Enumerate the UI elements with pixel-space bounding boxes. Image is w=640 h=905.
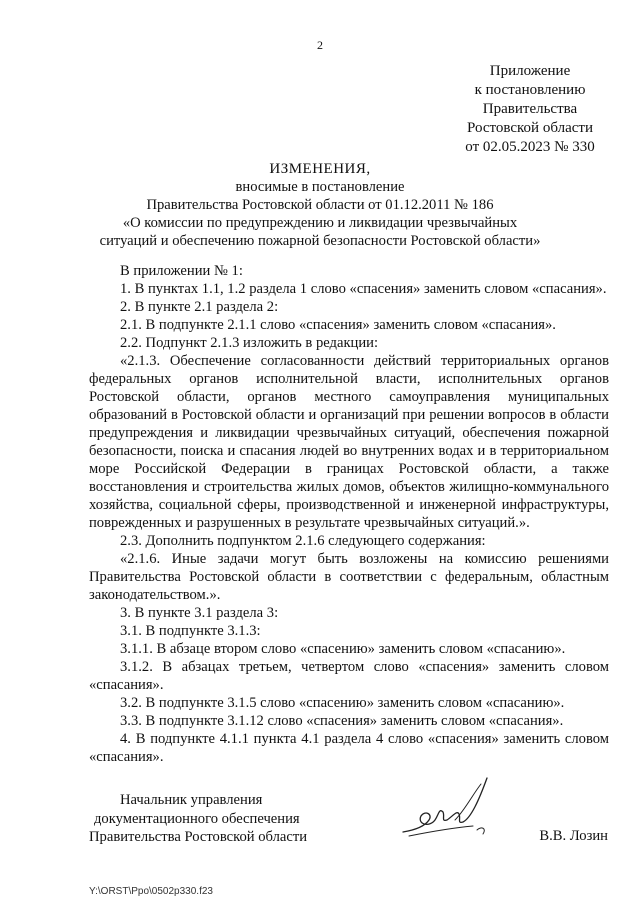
file-path: Y:\ORST\Ppo\0502p330.f23 [89,886,213,897]
paragraph: 3.3. В подпункте 3.1.12 слово «спасения» заменить словом «спасания». [120,713,564,729]
title-line: Правительства Ростовской области от 01.12.2011 № 186 [146,197,494,213]
appendix-date-number: от 02.05.2023 № 330 [465,139,595,155]
document-body [89,262,609,766]
page-number: 2 [317,38,323,52]
paragraph: В приложении № 1: [120,263,243,279]
title-line: ситуаций и обеспечению пожарной безопасности Ростовской области» [99,233,541,249]
appendix-line: Ростовской области [467,120,593,136]
document-title [0,160,640,250]
title-line: вносимые в постановление [235,179,405,195]
appendix-line: Правительства [482,101,578,117]
paragraph: 3.1.2. В абзацах третьем, четвертом слово «спасения» заменить словом «спасания». [89,659,609,693]
paragraph: 2.3. Дополнить подпунктом 2.1.6 следующего содержания: [120,533,486,549]
appendix-line: к постановлению [474,82,586,98]
paragraph: 2. В пункте 2.1 раздела 2: [120,299,279,315]
paragraph: 1. В пунктах 1.1, 1.2 раздела 1 слово «спасения» заменить словом «спасания». [120,281,607,297]
signer-position [89,791,329,847]
paragraph: 2.2. Подпункт 2.1.3 изложить в редакции: [120,335,379,351]
handwritten-signature-icon [395,770,505,845]
position-line: Правительства Ростовской области [89,829,308,845]
paragraph: 3.1. В подпункте 3.1.3: [120,623,261,639]
paragraph: 3.2. В подпункте 3.1.5 слово «спасению» заменить словом «спасанию». [120,695,565,711]
paragraph: 2.1. В подпункте 2.1.1 слово «спасения» заменить словом «спасания». [120,317,556,333]
paragraph: 4. В подпункте 4.1.1 пункта 4.1 раздела 4 слово «спасения» заменить словом «спасания». [89,731,609,765]
paragraph: 3. В пункте 3.1 раздела 3: [120,605,279,621]
appendix-line: Приложение [489,63,571,79]
signer-name: В.В. Лозин [539,828,608,844]
paragraph: «2.1.6. Иные задачи могут быть возложены на комиссию решениями Правительства Ростовской области в соответствии с федеральным, областным законодательством.». [89,551,609,603]
position-line: Начальник управления [120,792,263,808]
paragraph: 3.1.1. В абзаце втором слово «спасению» заменить словом «спасанию». [120,641,566,657]
position-line: документационного обеспечения [94,810,300,827]
title-heading: ИЗМЕНЕНИЯ, [269,161,371,177]
title-line: «О комиссии по предупреждению и ликвидации чрезвычайных [122,215,518,231]
paragraph: «2.1.3. Обеспечение согласованности действий территориальных органов федеральных органов исполнительной власти, исполнительных органов Ростовской области, органов местного самоуправления муниципальных образований в Ростовской области и организаций при решении вопросов в области предупреждения и ликвидации чрезвычайных ситуаций, обеспечения пожарной безопасности, поиска и спасания людей во внутренних водах и в территориальном море Российской Федерации в границах Ростовской области, а также восстановления и строительства жилых домов, объектов жилищно-коммунального хозяйства, социальной сферы, производственной и инженерной инфраструктуры, поврежденных и разрушенных в результате чрезвычайных ситуаций.». [89,353,609,531]
appendix-header [440,62,620,157]
